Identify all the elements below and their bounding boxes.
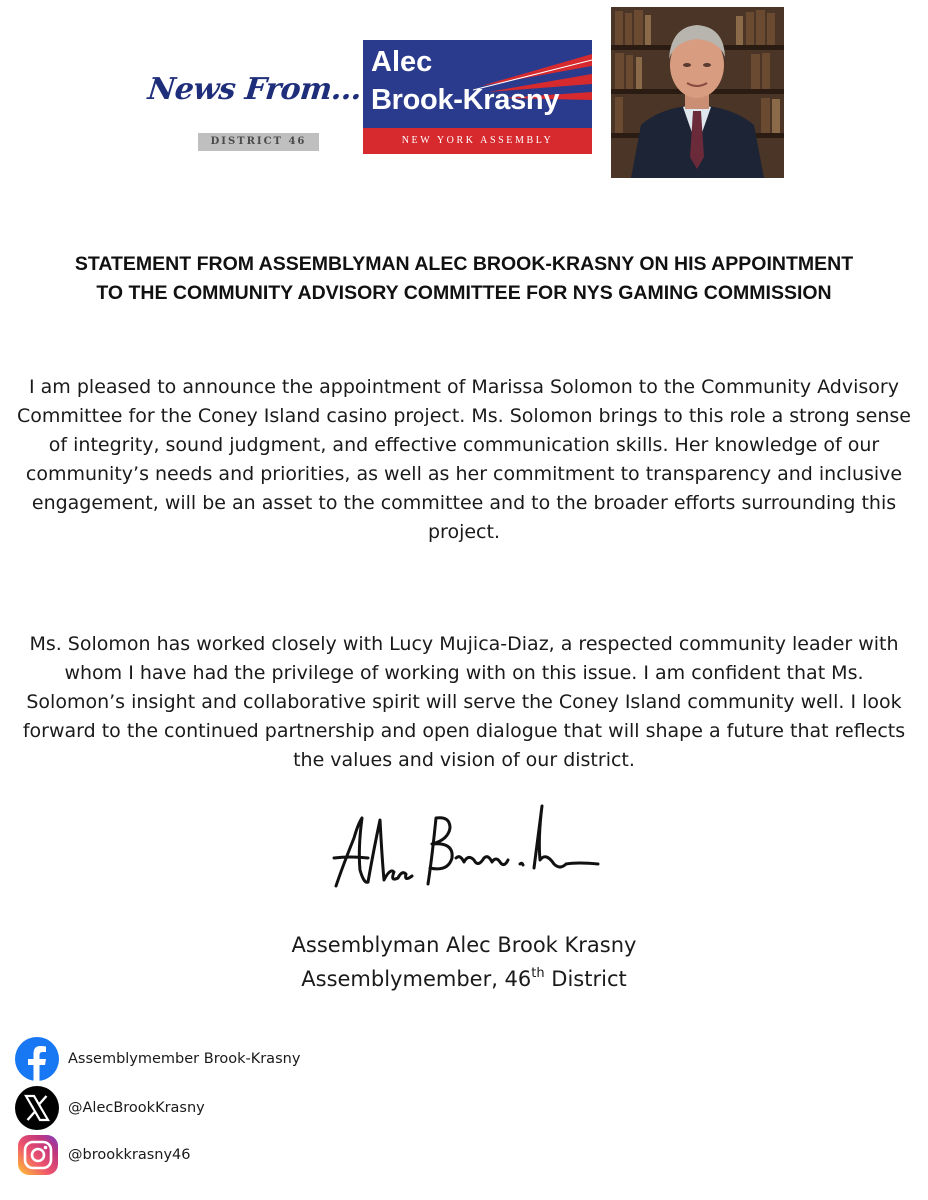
instagram-icon[interactable] xyxy=(14,1132,60,1178)
statement-paragraph-1: I am pleased to announce the appointment of Marissa Solomon to the Community Advisory Committee for the Coney Island casino project. Ms. Solomon brings to this role a strong sense of integrity, sound judgment, and effective communication skills. Her knowledge of our community’s needs and priorities, as well as her commitment to transparency and inclusive engagement, will be an asset to the committee and to the broader efforts surrounding this project. xyxy=(17,376,911,543)
x-handle[interactable]: @AlecBrookKrasny xyxy=(68,1100,205,1116)
logo-last-name: Brook-Krasny xyxy=(371,84,560,116)
signoff-block xyxy=(164,928,764,996)
logo-first-name: Alec xyxy=(371,46,433,78)
social-x[interactable] xyxy=(14,1085,205,1131)
statement-paragraph-2: Ms. Solomon has worked closely with Lucy Mujica-Diaz, a respected community leader with whom I have had the privilege of working with on this issue. I am confident that Ms. Solomon’s insight and collaborative spirit will serve the Coney Island community well. I look forward to the continued partnership and open dialogue that will shape a future that reflects the values and vision of our district. xyxy=(22,633,906,771)
x-icon[interactable] xyxy=(14,1085,60,1131)
news-from-title: News From... xyxy=(146,72,364,107)
facebook-handle[interactable]: Assemblymember Brook-Krasny xyxy=(68,1051,301,1067)
social-facebook[interactable] xyxy=(14,1036,300,1082)
facebook-icon[interactable] xyxy=(14,1036,60,1082)
signoff-title-prefix: Assemblymember, 46 xyxy=(301,967,532,991)
signoff-title-sup: th xyxy=(531,966,545,981)
social-instagram[interactable] xyxy=(14,1132,191,1178)
instagram-handle[interactable]: @brookkrasny46 xyxy=(68,1147,191,1163)
signoff-title-suffix: District xyxy=(544,967,627,991)
handwritten-signature xyxy=(328,798,603,903)
signoff-title xyxy=(164,962,764,996)
assembly-logo xyxy=(363,40,592,154)
portrait-photo xyxy=(611,7,784,178)
statement-headline: STATEMENT FROM ASSEMBLYMAN ALEC BROOK-KRASNY ON HIS APPOINTMENT TO THE COMMUNITY ADVISORY COMMITTEE FOR NYS GAMING COMMISSION xyxy=(74,253,854,304)
district-badge: DISTRICT 46 xyxy=(198,133,319,151)
logo-bar-text: NEW YORK ASSEMBLY xyxy=(363,128,592,154)
signoff-name: Assemblyman Alec Brook Krasny xyxy=(291,933,637,957)
